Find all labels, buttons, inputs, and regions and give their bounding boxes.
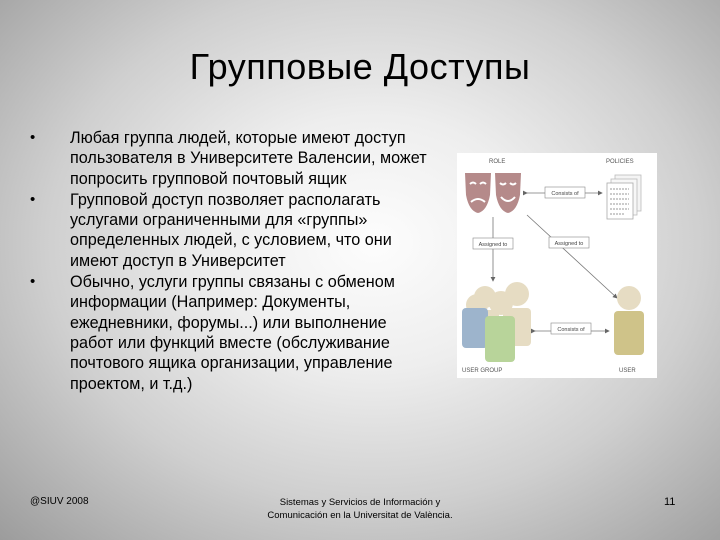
page-number: 11 [664,496,676,508]
user-icon [614,286,644,355]
assigned-to-right-label: Assigned to [554,241,584,247]
user-group-label: USER GROUP [462,368,503,374]
assigned-to-left-label: Assigned to [478,242,508,248]
bullet-item [30,190,430,271]
bullet-item [30,128,430,189]
theater-masks-icon [465,173,521,213]
bullet-marker: • [30,190,36,208]
bullet-list [30,128,430,394]
footer-copyright: @SIUV 2008 [30,496,89,507]
bullet-marker: • [30,129,36,146]
footer-institution [220,496,500,520]
footer-institution-line1: Sistemas y Servicios de Información y [279,497,441,508]
user-group-icon [462,282,531,362]
bullet-text: Групповой доступ позволяет располагать услугами ограниченными для «группы» определенных людей, с условием, что они имеют доступ в Университет [70,190,392,270]
slide-title: Групповые Доступы [189,46,531,87]
consists-of-top-label: Consists of [551,191,579,197]
role-label: ROLE [489,159,506,165]
policies-label: POLICIES [606,159,634,165]
policy-documents-icon [607,175,641,219]
bullet-text: Любая группа людей, которые имеют доступ пользователя в Университете Валенсии, может попросить групповой почтовый ящик [70,129,427,188]
consists-of-bottom-label: Consists of [557,327,585,333]
user-label: USER [619,368,636,374]
bullet-item [30,272,430,394]
footer-institution-line2: Comunicación en la Universitat de València. [267,510,453,521]
bullet-marker: • [30,273,36,291]
rbac-diagram [457,153,657,378]
bullet-text: Обычно, услуги группы связаны с обменом информации (Например: Документы, ежедневники, форумы...) или выполнение работ или функций вместе (обслуживание почтового ящика организации, управление проектом, и т.д.) [70,273,395,393]
